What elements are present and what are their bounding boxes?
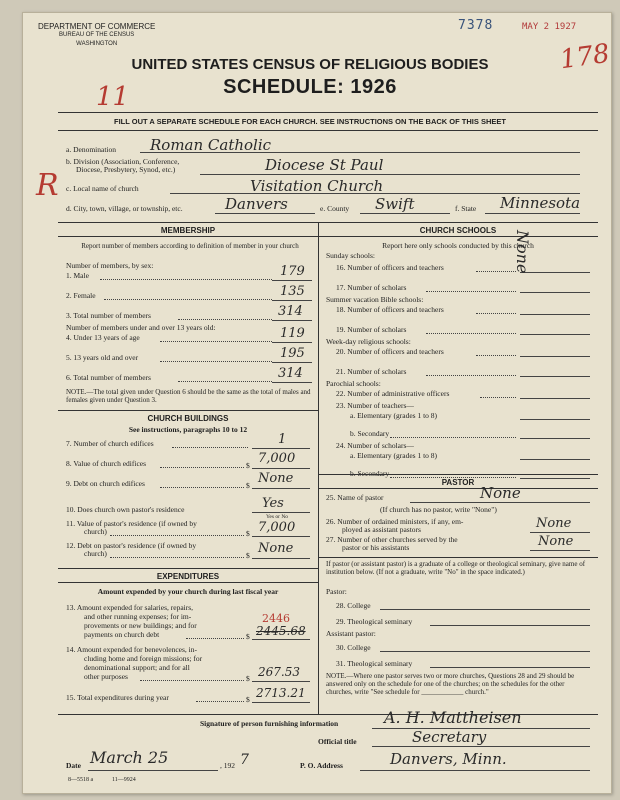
- answer-line: [252, 681, 310, 682]
- q26-value: None: [536, 516, 572, 531]
- answer-line: [252, 448, 310, 449]
- leader-dots: [172, 447, 248, 448]
- q16-label: 16. Number of officers and teachers: [336, 263, 444, 272]
- pastor-note: NOTE.—Where one pastor serves two or more churches, Questions 28 and 29 should be answered only on the schedule for one of the churches; on the schedules for the other churches, write "See schedule for ____________ church.": [326, 672, 575, 696]
- received-date-stamp: MAY 2 1927: [522, 22, 577, 32]
- signature-label: Signature of person furnishing information: [200, 719, 339, 728]
- answer-line: [272, 362, 312, 363]
- department-header: [38, 22, 155, 49]
- q21-label: 21. Number of scholars: [336, 367, 407, 376]
- dollar-sign: $: [246, 551, 250, 560]
- weekday-label: Week-day religious schools:: [326, 337, 411, 346]
- q28-label: 28. College: [336, 601, 371, 610]
- leader-dots: [476, 313, 516, 314]
- leader-dots: [426, 375, 516, 376]
- q14-label-3: denominational support; and for all: [84, 663, 190, 672]
- q25-note: (If church has no pastor, write "None"): [380, 505, 497, 514]
- leader-dots: [160, 361, 272, 362]
- answer-line: [252, 639, 310, 640]
- answer-line: [520, 314, 590, 315]
- q13-red-value: 2446: [262, 612, 290, 625]
- q18-label: 18. Number of officers and teachers: [336, 305, 444, 314]
- q26-label-1: 26. Number of ordained ministers, if any, em-: [326, 517, 464, 526]
- answer-line: [252, 558, 310, 559]
- q2-value: 135: [280, 284, 305, 299]
- dollar-sign: $: [246, 674, 250, 683]
- sunday-label: Sunday schools:: [326, 251, 375, 260]
- dollar-sign: $: [246, 461, 250, 470]
- date-label: Date: [66, 761, 81, 770]
- q12-value: None: [258, 541, 294, 556]
- q14-label-1: 14. Amount expended for benevolences, in-: [66, 645, 198, 654]
- instruction-line: FILL OUT A SEPARATE SCHEDULE FOR EACH CHURCH. SEE INSTRUCTIONS ON THE BACK OF THIS SHEET: [114, 117, 506, 126]
- rule: [318, 474, 598, 475]
- q4-value: 119: [280, 326, 305, 341]
- q9-value: None: [258, 471, 294, 486]
- print-number: 11—9924: [112, 777, 136, 783]
- q3-value: 314: [278, 304, 303, 319]
- date-line: [88, 770, 218, 771]
- q10-label: 10. Does church own pastor's residence: [66, 505, 185, 514]
- q12-label-2: church): [84, 549, 107, 558]
- answer-line: [520, 419, 590, 420]
- schedule-title: SCHEDULE: 1926: [223, 76, 397, 98]
- q13-value: 2445.68: [256, 624, 306, 638]
- q27-label-2: pastor or his assistants: [342, 543, 410, 552]
- q25-value: None: [480, 484, 521, 502]
- city-label: d. City, town, village, or township, etc.: [66, 204, 183, 213]
- q31-label: 31. Theological seminary: [336, 659, 413, 668]
- q22-label: 22. Number of administrative officers: [336, 389, 450, 398]
- church-name-value: Visitation Church: [250, 177, 384, 195]
- membership-intro: Report number of members according to definition of member in your church: [81, 242, 299, 250]
- answer-line: [380, 609, 590, 610]
- q24a-label: a. Elementary (grades 1 to 8): [350, 451, 438, 460]
- q6-value: 314: [278, 366, 303, 381]
- answer-line: [252, 702, 310, 703]
- dollar-sign: $: [246, 529, 250, 538]
- answer-line: [252, 536, 310, 537]
- leader-dots: [160, 487, 244, 488]
- q23b-label: b. Secondary: [350, 429, 390, 438]
- leader-dots: [110, 557, 244, 558]
- summer-label: Summer vacation Bible schools:: [326, 295, 424, 304]
- buildings-sub: See instructions, paragraphs 10 to 12: [128, 425, 248, 434]
- q7-value: 1: [278, 432, 287, 447]
- q11-value: 7,000: [258, 520, 296, 535]
- q8-label: 8. Value of church edifices: [66, 459, 147, 468]
- po-address-label: P. O. Address: [300, 761, 343, 770]
- year-value: 7: [240, 752, 249, 768]
- pastor-sub-label: Pastor:: [326, 587, 347, 596]
- answer-line: [520, 356, 590, 357]
- q15-label: 15. Total expenditures during year: [66, 693, 169, 702]
- q26-label-2: ployed as assistant pastors: [342, 525, 421, 534]
- q6-label: 6. Total number of members: [66, 373, 151, 382]
- po-line: [360, 770, 590, 771]
- leader-dots: [104, 299, 272, 300]
- q13-label-1: 13. Amount expended for salaries, repairs,: [66, 603, 194, 612]
- schools-sub: Report here only schools conducted by this church: [382, 241, 534, 250]
- leader-dots: [100, 279, 272, 280]
- leader-dots: [476, 271, 516, 272]
- answer-line: [520, 459, 590, 460]
- q14-label-2: cluding home and foreign missions; for: [84, 654, 203, 663]
- answer-line: [272, 342, 312, 343]
- answer-line: [252, 468, 310, 469]
- answer-line: [520, 398, 590, 399]
- red-mark-r: R: [36, 168, 59, 203]
- leader-dots: [110, 535, 244, 536]
- state-line: [485, 213, 580, 214]
- leader-dots: [426, 291, 516, 292]
- q2-label: 2. Female: [66, 291, 96, 300]
- leader-dots: [476, 355, 516, 356]
- year-prefix: , 192: [220, 761, 235, 770]
- column-divider: [318, 222, 319, 714]
- division-value: Diocese St Paul: [265, 156, 384, 174]
- leader-dots: [426, 333, 516, 334]
- division-label: b. Division (Association, Conference,: [66, 157, 180, 166]
- answer-line: [530, 550, 590, 551]
- q9-label: 9. Debt on church edifices: [66, 479, 145, 488]
- answer-line: [430, 667, 590, 668]
- q30-label: 30. College: [336, 643, 371, 652]
- yes-no-hint: Yes or No: [266, 514, 289, 520]
- answer-line: [520, 334, 590, 335]
- leader-dots: [390, 437, 516, 438]
- q4-label: 4. Under 13 years of age: [66, 333, 140, 342]
- red-number-178: 178: [558, 38, 612, 76]
- rule: [58, 410, 318, 411]
- schools-margin-note: None: [513, 230, 532, 274]
- leader-dots: [178, 319, 272, 320]
- denomination-value: Roman Catholic: [150, 136, 272, 154]
- city-line: [215, 213, 315, 214]
- q27-label-1: 27. Number of other churches served by the: [326, 535, 458, 544]
- form-title: UNITED STATES CENSUS OF RELIGIOUS BODIES: [131, 56, 489, 73]
- assistant-pastor-label: Assistant pastor:: [326, 629, 376, 638]
- q15-value: 2713.21: [256, 686, 306, 700]
- buildings-heading: CHURCH BUILDINGS: [147, 414, 229, 423]
- q17-label: 17. Number of scholars: [336, 283, 407, 292]
- red-number-11: 11: [96, 82, 130, 112]
- date-value: March 25: [90, 748, 169, 767]
- answer-line: [410, 502, 590, 503]
- q5-label: 5. 13 years old and over: [66, 353, 139, 362]
- title-line: [372, 746, 590, 747]
- q29-label: 29. Theological seminary: [336, 617, 413, 626]
- q20-label: 20. Number of officers and teachers: [336, 347, 444, 356]
- schools-heading: CHURCH SCHOOLS: [419, 226, 497, 235]
- q7-label: 7. Number of church edifices: [66, 439, 154, 448]
- state-label: f. State: [455, 204, 477, 213]
- answer-line: [272, 382, 312, 383]
- answer-line: [430, 625, 590, 626]
- q13-label-2: and other running expenses; for im-: [84, 612, 192, 621]
- rule: [58, 236, 318, 237]
- division-label-2: Diocese, Presbytery, Synod, etc.): [76, 165, 176, 174]
- leader-dots: [196, 701, 244, 702]
- q13-label-4: payments on church debt: [84, 630, 160, 639]
- answer-line: [380, 651, 590, 652]
- dollar-sign: $: [246, 632, 250, 641]
- q3-label: 3. Total number of members: [66, 311, 151, 320]
- city-value: Danvers: [225, 195, 288, 213]
- stamp-number: 7378: [458, 18, 494, 33]
- answer-line: [272, 280, 312, 281]
- q24-label: 24. Number of scholars—: [336, 441, 414, 450]
- q14-value: 267.53: [258, 665, 300, 679]
- county-label: e. County: [320, 204, 350, 213]
- signature-value: A. H. Mattheisen: [384, 708, 522, 727]
- q5-value: 195: [280, 346, 305, 361]
- answer-line: [272, 320, 312, 321]
- q14-label-4: other purposes: [84, 672, 128, 681]
- leader-dots: [186, 638, 244, 639]
- division-line: [200, 174, 580, 175]
- church-name-label: c. Local name of church: [66, 184, 139, 193]
- rule: [58, 222, 598, 223]
- rule: [318, 236, 598, 237]
- leader-dots: [160, 341, 272, 342]
- official-title-value: Secretary: [412, 728, 487, 746]
- q13-label-3: provements or new buildings; and for: [84, 621, 197, 630]
- leader-dots: [160, 467, 244, 468]
- q27-value: None: [538, 534, 574, 549]
- membership-note: NOTE.—The total given under Question 6 should be the same as the total of males and females given under Question 3.: [66, 388, 311, 404]
- rule: [58, 568, 318, 569]
- answer-line: [530, 532, 590, 533]
- rule: [58, 112, 598, 113]
- state-value: Minnesota: [500, 194, 581, 212]
- rule: [58, 130, 598, 131]
- po-address-value: Danvers, Minn.: [390, 750, 507, 768]
- q11-label-2: church): [84, 527, 107, 536]
- answer-line: [272, 300, 312, 301]
- age-intro-label: Number of members under and over 13 years old:: [66, 323, 216, 332]
- answer-line: [520, 438, 590, 439]
- leader-dots: [178, 381, 272, 382]
- dollar-sign: $: [246, 695, 250, 704]
- expenditures-heading: EXPENDITURES: [156, 572, 220, 581]
- dept-line: DEPARTMENT OF COMMERCE: [38, 22, 156, 31]
- answer-line: [520, 292, 590, 293]
- bureau-line: BUREAU OF THE CENSUS: [59, 32, 135, 38]
- q8-value: 7,000: [258, 451, 296, 466]
- answer-line: [252, 488, 310, 489]
- denomination-label: a. Denomination: [66, 145, 116, 154]
- q25-label: 25. Name of pastor: [326, 493, 384, 502]
- rule: [318, 488, 598, 489]
- rule: [318, 557, 598, 558]
- city-line: WASHINGTON: [76, 41, 118, 47]
- q23-label: 23. Number of teachers—: [336, 401, 414, 410]
- county-value: Swift: [375, 195, 415, 213]
- official-title-label: Official title: [318, 737, 357, 746]
- q12-label: 12. Debt on pastor's residence (if owned by: [66, 541, 197, 550]
- leader-dots: [480, 397, 516, 398]
- by-sex-label: Number of members, by sex:: [66, 261, 154, 270]
- rule: [58, 582, 318, 583]
- dollar-sign: $: [246, 481, 250, 490]
- leader-dots: [140, 680, 244, 681]
- college-note: If pastor (or assistant pastor) is a graduate of a college or theological seminary, give name of institution below. (If not a graduate, write "No" in the space indicated.): [326, 560, 586, 576]
- parochial-label: Parochial schools:: [326, 379, 381, 388]
- q10-value: Yes: [262, 496, 284, 511]
- q1-value: 179: [280, 264, 305, 279]
- q19-label: 19. Number of scholars: [336, 325, 407, 334]
- membership-heading: MEMBERSHIP: [160, 226, 216, 235]
- q11-label: 11. Value of pastor's residence (if owned by: [66, 519, 197, 528]
- answer-line: [520, 376, 590, 377]
- q23a-label: a. Elementary (grades 1 to 8): [350, 411, 438, 420]
- q1-label: 1. Male: [66, 271, 89, 280]
- pastor-heading: PASTOR: [441, 478, 475, 487]
- form-number: 8—5518 a: [68, 777, 94, 783]
- county-line: [360, 213, 450, 214]
- expenditures-sub: Amount expended by your church during last fiscal year: [97, 587, 279, 596]
